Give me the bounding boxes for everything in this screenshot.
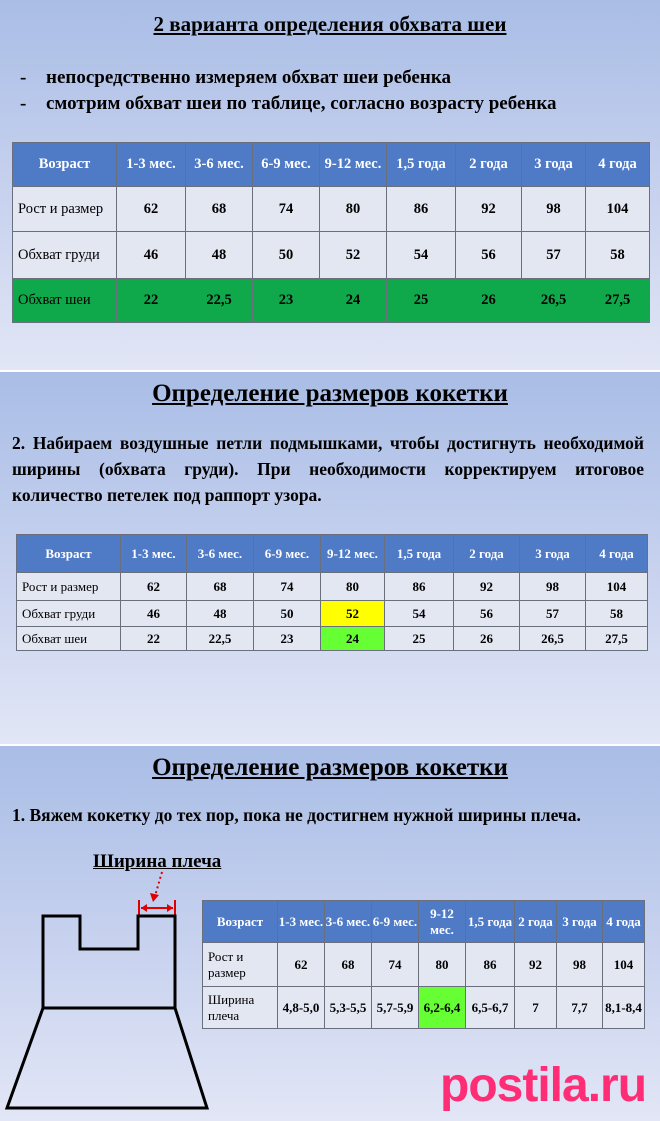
- col-header: 2 года: [454, 535, 520, 573]
- bullet-1: - непосредственно измеряем обхват шеи ребенка: [20, 67, 451, 88]
- table-cell: 48: [186, 232, 253, 279]
- table-cell: 25: [385, 627, 454, 651]
- table-cell: 68: [186, 187, 253, 232]
- shoulder-width-label: Ширина плеча: [93, 851, 222, 872]
- col-header: 3 года: [520, 535, 586, 573]
- table-row: [17, 573, 648, 601]
- col-header: 4 года: [586, 143, 650, 187]
- table-cell: 22: [121, 627, 187, 651]
- table-cell: 27,5: [586, 279, 650, 323]
- highlighted-cell-yellow: 52: [321, 601, 385, 627]
- slide3-title: Определение размеров кокетки: [152, 754, 508, 781]
- col-header: 4 года: [586, 535, 648, 573]
- col-header: Возраст: [203, 901, 278, 943]
- table-cell: 57: [522, 232, 586, 279]
- col-header: Возраст: [17, 535, 121, 573]
- col-header: 1,5 года: [387, 143, 456, 187]
- table-cell: 46: [117, 232, 186, 279]
- table-cell: 24: [320, 279, 387, 323]
- table-cell: 57: [520, 601, 586, 627]
- table-cell: 8,1-8,4: [603, 987, 645, 1029]
- table-header-row: [203, 901, 645, 943]
- table-cell: 6,5-6,7: [466, 987, 515, 1029]
- table-cell: 26: [456, 279, 522, 323]
- col-header: 9-12 мес.: [419, 901, 466, 943]
- table-cell: 98: [557, 943, 603, 987]
- col-header: 1,5 года: [466, 901, 515, 943]
- table-cell: 58: [586, 601, 648, 627]
- table-cell: 23: [254, 627, 321, 651]
- table-cell: 74: [253, 187, 320, 232]
- col-header: 1,5 года: [385, 535, 454, 573]
- table-cell: 68: [325, 943, 372, 987]
- table-cell: 86: [466, 943, 515, 987]
- table-cell: 92: [454, 573, 520, 601]
- row-label: Обхват шеи: [13, 279, 117, 323]
- row-label: Обхват груди: [13, 232, 117, 279]
- table-row: [17, 601, 648, 627]
- table-cell: 68: [187, 573, 254, 601]
- highlighted-cell-green: 24: [321, 627, 385, 651]
- table-cell: 23: [253, 279, 320, 323]
- table-cell: 54: [385, 601, 454, 627]
- col-header: 6-9 мес.: [253, 143, 320, 187]
- slide1-title: 2 варианта определения обхвата шеи: [153, 12, 507, 36]
- col-header: 3-6 мес.: [325, 901, 372, 943]
- col-header: 3-6 мес.: [186, 143, 253, 187]
- table-cell: 74: [254, 573, 321, 601]
- shoulder-width-table: [202, 900, 645, 1029]
- col-header: 2 года: [456, 143, 522, 187]
- col-header: 4 года: [603, 901, 645, 943]
- table-cell: 104: [603, 943, 645, 987]
- table-cell: 86: [387, 187, 456, 232]
- table-cell: 74: [372, 943, 419, 987]
- col-header: 3 года: [522, 143, 586, 187]
- measure-arrow-left: [141, 904, 147, 912]
- table-cell: 50: [254, 601, 321, 627]
- table-cell: 52: [320, 232, 387, 279]
- slide2-paragraph: 2. Набираем воздушные петли подмышками, чтобы достигнуть необходимой ширины (обхвата груди). При необходимости корректируем итоговое количество петелек под раппорт узора.: [12, 433, 644, 505]
- table-cell: 56: [456, 232, 522, 279]
- table-cell: 26: [454, 627, 520, 651]
- table-cell: 26,5: [522, 279, 586, 323]
- table-cell: 80: [320, 187, 387, 232]
- table-cell: 92: [456, 187, 522, 232]
- table-cell: 58: [586, 232, 650, 279]
- table-row: [203, 987, 645, 1029]
- table-cell: 56: [454, 601, 520, 627]
- table-cell: 62: [278, 943, 325, 987]
- col-header: 1-3 мес.: [121, 535, 187, 573]
- table-cell: 98: [522, 187, 586, 232]
- table-cell: 7: [515, 987, 557, 1029]
- table-row: [13, 232, 650, 279]
- highlighted-cell-green: 6,2-6,4: [419, 987, 466, 1029]
- table-cell: 62: [117, 187, 186, 232]
- row-label: Рост и размер: [203, 943, 278, 987]
- chest-girth-table: [16, 534, 648, 651]
- neck-girth-table: [12, 142, 650, 323]
- table-cell: 104: [586, 573, 648, 601]
- slide2-title: Определение размеров кокетки: [152, 380, 508, 407]
- col-header: 9-12 мес.: [321, 535, 385, 573]
- measure-arrow-right: [167, 904, 173, 912]
- table-cell: 46: [121, 601, 187, 627]
- table-cell: 22,5: [187, 627, 254, 651]
- table-row: [17, 627, 648, 651]
- table-cell: 86: [385, 573, 454, 601]
- table-cell: 92: [515, 943, 557, 987]
- col-header: 6-9 мес.: [372, 901, 419, 943]
- col-header: 2 года: [515, 901, 557, 943]
- row-label: Рост и размер: [13, 187, 117, 232]
- row-label: Рост и размер: [17, 573, 121, 601]
- garment-diagram: [0, 860, 210, 1110]
- table-cell: 5,7-5,9: [372, 987, 419, 1029]
- bullet-2: - смотрим обхват шеи по таблице, согласно возрасту ребенка: [20, 93, 557, 114]
- col-header: 9-12 мес.: [320, 143, 387, 187]
- pointer-arrowhead: [150, 893, 159, 902]
- table-cell: 80: [419, 943, 466, 987]
- table-header-row: [17, 535, 648, 573]
- col-header: Возраст: [13, 143, 117, 187]
- table-cell: 80: [321, 573, 385, 601]
- table-cell: 25: [387, 279, 456, 323]
- table-cell: 5,3-5,5: [325, 987, 372, 1029]
- row-label: Ширина плеча: [203, 987, 278, 1029]
- table-cell: 62: [121, 573, 187, 601]
- col-header: 1-3 мес.: [117, 143, 186, 187]
- table-row: [13, 187, 650, 232]
- table-cell: 54: [387, 232, 456, 279]
- col-header: 1-3 мес.: [278, 901, 325, 943]
- pointer-dotted-line: [155, 872, 162, 896]
- table-cell: 104: [586, 187, 650, 232]
- col-header: 6-9 мес.: [254, 535, 321, 573]
- postila-watermark: postila.ru: [440, 1059, 647, 1112]
- table-cell: 26,5: [520, 627, 586, 651]
- table-row-neck-highlight: [13, 279, 650, 323]
- table-cell: 22: [117, 279, 186, 323]
- slide3-paragraph: 1. Вяжем кокетку до тех пор, пока не достигнем нужной ширины плеча.: [12, 805, 581, 825]
- table-row: [203, 943, 645, 987]
- table-cell: 27,5: [586, 627, 648, 651]
- col-header: 3 года: [557, 901, 603, 943]
- table-cell: 50: [253, 232, 320, 279]
- yoke-outline: [43, 916, 175, 1008]
- row-label: Обхват шеи: [17, 627, 121, 651]
- table-cell: 4,8-5,0: [278, 987, 325, 1029]
- table-cell: 98: [520, 573, 586, 601]
- table-cell: 22,5: [186, 279, 253, 323]
- table-cell: 48: [187, 601, 254, 627]
- table-cell: 7,7: [557, 987, 603, 1029]
- col-header: 3-6 мес.: [187, 535, 254, 573]
- body-outline: [7, 1008, 207, 1108]
- table-header-row: [13, 143, 650, 187]
- row-label: Обхват груди: [17, 601, 121, 627]
- slide-neck-girth: [0, 0, 660, 372]
